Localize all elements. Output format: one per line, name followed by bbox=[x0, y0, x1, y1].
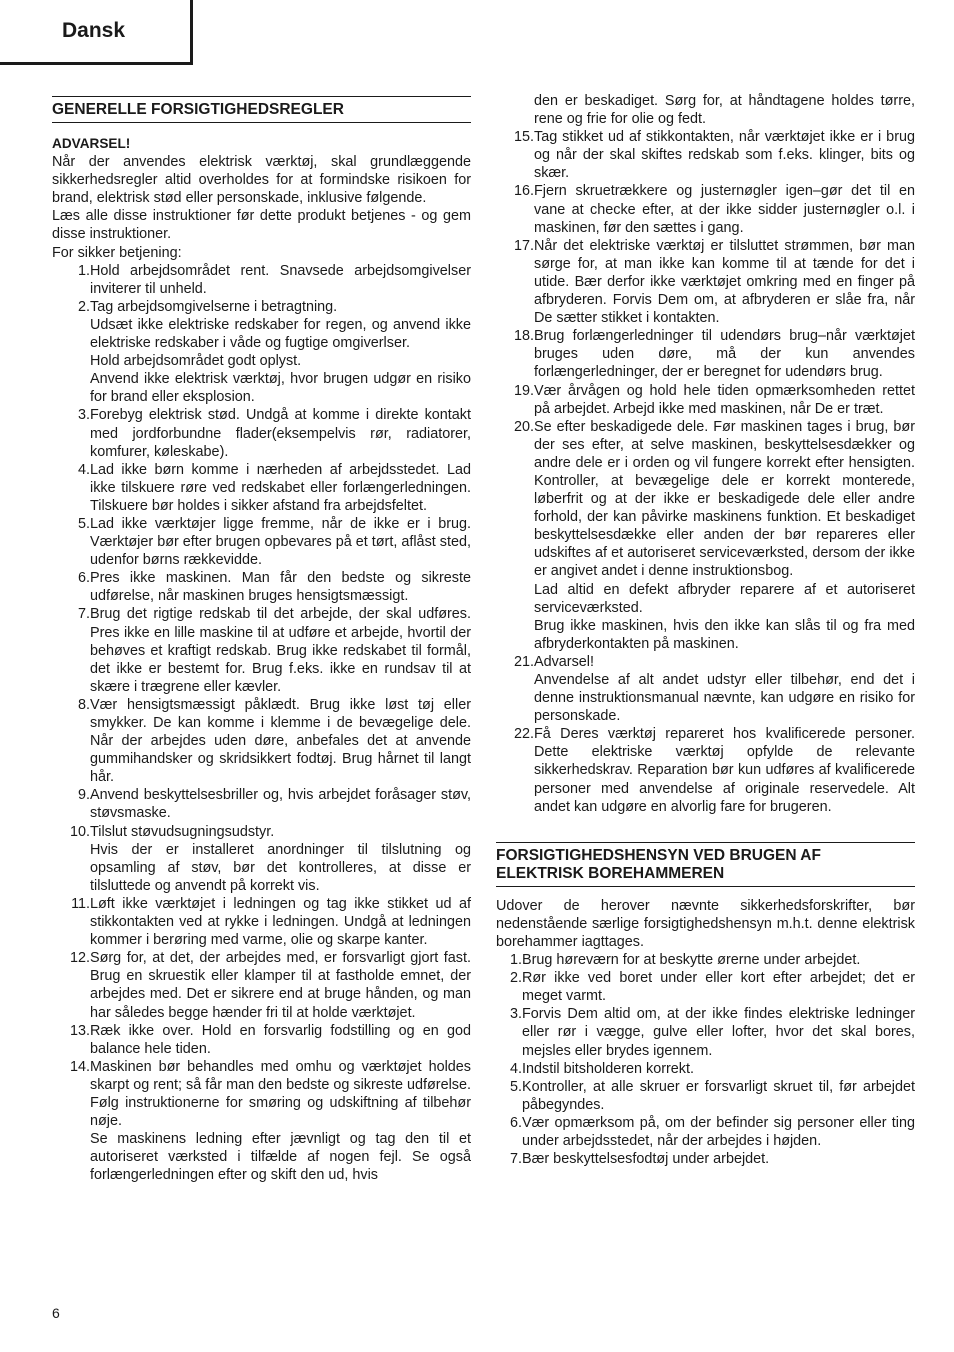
list-item bbox=[52, 823, 471, 895]
item-number: 5. bbox=[509, 1078, 522, 1095]
safety-rules-list bbox=[52, 262, 471, 1185]
item-text: Indstil bitsholderen korrekt. bbox=[522, 1060, 694, 1077]
item-number: 7. bbox=[77, 606, 90, 623]
list-item bbox=[52, 949, 471, 1021]
list-item bbox=[52, 262, 471, 298]
item-number: 3. bbox=[77, 407, 90, 424]
intro-paragraph: Læs alle disse instruktioner før dette produkt betjenes - og gem disse instruktioner. bbox=[52, 208, 471, 243]
item-text: Ræk ikke over. Hold en forsvarlig fodstilling og en god balance hele tiden. bbox=[90, 1022, 471, 1057]
page-number: 6 bbox=[52, 1305, 60, 1321]
list-item bbox=[52, 461, 471, 515]
item-text: Hold arbejdsområdet godt oplyst. bbox=[90, 353, 302, 370]
list-item bbox=[52, 515, 471, 569]
item-number: 16. bbox=[514, 183, 535, 200]
item-number: 22. bbox=[514, 726, 535, 743]
item-number: 15. bbox=[514, 129, 535, 146]
language-tab bbox=[0, 0, 193, 65]
item-text: Tag stikket ud af stikkontakten, når værktøjet ikke er i brug og når der skal skiftes redskab som f.eks. klinger, bits og skær. bbox=[534, 129, 915, 182]
item-text: Se efter beskadigede dele. Før maskinen tages i brug, bør der ses efter, at selve maskinen, beskyttelsesdækker og andre dele er i orden og vil fungere korrekt efter hensigten. Kontroller, at bevægelige dele er korrekt monterede, løberfrit og at der ikke er beskadigede dele eller andre forhold, der kan påvirke maskinens funktion. Et beskadiget beskyttelsesdække eller anden der bør repareres eller udskiftes af et autoriseret serviceværksted, dersom der ikke er angivet andet i denne instruktionsbog. bbox=[534, 418, 915, 580]
item-text: Anvendelse af alt andet udstyr eller tilbehør, end det i denne instruktionsmanual nævnte, kan udgøre en risiko for personskade. bbox=[534, 672, 915, 725]
item-text: Brug høreværn for at beskytte ørerne under arbejdet. bbox=[522, 952, 861, 969]
list-item bbox=[496, 128, 915, 182]
item-text: Rør ikke ved boret under eller kort efter arbejdet; det er meget varmt. bbox=[522, 970, 915, 1005]
list-item bbox=[496, 951, 915, 969]
item-number: 1. bbox=[509, 952, 522, 969]
list-item bbox=[496, 725, 915, 815]
item-text: Anvend ikke elektrisk værktøj, hvor brugen udgør en risiko for brand eller eksplosion. bbox=[90, 371, 471, 406]
list-item bbox=[52, 895, 471, 949]
item-text: Brug ikke maskinen, hvis den ikke kan slås til og fra med afbryderkontakten på maskinen. bbox=[534, 617, 915, 652]
right-column bbox=[496, 92, 915, 1168]
item-number: 3. bbox=[509, 1006, 522, 1023]
list-item bbox=[496, 1150, 915, 1168]
intro-paragraph: For sikker betjening: bbox=[52, 244, 182, 261]
list-item bbox=[496, 1060, 915, 1078]
item-number: 7. bbox=[509, 1151, 522, 1168]
list-item bbox=[496, 418, 915, 653]
item-number: 4. bbox=[77, 461, 90, 478]
item-number: 9. bbox=[77, 787, 90, 804]
item-text: Lad altid en defekt afbryder reparere af et autoriseret serviceværksted. bbox=[534, 581, 915, 616]
item-text: Lad ikke værktøjer ligge fremme, når de ikke er i brug. Værktøjer bør efter brugen opbevares på et tørt, aflåst sted, udenfor børns rækkevidde. bbox=[90, 515, 471, 569]
item-number: 21. bbox=[514, 653, 535, 670]
item-text: Hold arbejdsområdet rent. Snavsede arbejdsomgivelser inviterer til unheld. bbox=[90, 262, 471, 297]
item-text: Bær beskyttelsesfodtøj under arbejdet. bbox=[522, 1151, 770, 1168]
list-item bbox=[52, 786, 471, 822]
item-text: Forvis Dem altid om, at der ikke findes elektriske ledninger eller rør i vægge, gulve eller lofter, hvor det skal bores, mejsles eller brydes igennem. bbox=[522, 1006, 915, 1059]
item-text: Pres ikke maskinen. Man får den bedste og sikreste udførelse, når maskinen bruges hensigtsmæssigt. bbox=[90, 570, 471, 605]
item-text: Tag arbejdsomgivelserne i betragtning. bbox=[90, 298, 338, 315]
list-item bbox=[52, 1058, 471, 1185]
section-heading-general: GENERELLE FORSIGTIGHEDSREGLER bbox=[52, 96, 471, 123]
item-text: Løft ikke værktøjet i ledningen og tag ikke stikket ud af stikkontakten ved at rykke i ledningen. Undgå at ledningen kommer i berøring med varme, olie og skarpe kanter. bbox=[90, 895, 471, 949]
item-number: 6. bbox=[77, 570, 90, 587]
item-number: 19. bbox=[514, 382, 535, 399]
item-text: Hvis der er installeret anordninger til tilslutning og opsamling af støv, bør det kontrolleres, at disse er tilsluttede og anvendt på korrekt vis. bbox=[90, 841, 471, 894]
item-text: Anvend beskyttelsesbriller og, hvis arbejdet foråsager støv, støvsmaske. bbox=[90, 787, 471, 822]
item-number: 10. bbox=[70, 823, 91, 840]
item-number: 2. bbox=[77, 298, 90, 315]
list-item bbox=[496, 182, 915, 236]
item-number: 14. bbox=[70, 1058, 91, 1075]
item-number: 4. bbox=[509, 1060, 522, 1077]
item-text: Vær årvågen og hold hele tiden opmærksomheden rettet på arbejdet. Arbejd ikke med maskinen, når De er træt. bbox=[534, 382, 915, 417]
warning-label: ADVARSEL! bbox=[52, 136, 131, 151]
list-item bbox=[52, 298, 471, 407]
section-heading-hammer: FORSIGTIGHEDSHENSYN VED BRUGEN AF ELEKTRISK BOREHAMMEREN bbox=[496, 842, 915, 887]
list-item bbox=[496, 969, 915, 1005]
list-item bbox=[496, 237, 915, 327]
item-text: Fjern skruetrækkere og justernøgler igen–gør det til en vane at checke efter, at der ikke sidder justernøgler o.l. i maskinen, før den sættes i gang. bbox=[534, 183, 915, 236]
list-item bbox=[496, 382, 915, 418]
item-text: Sørg for, at det, der arbejdes med, er forsvarligt gjort fast. Brug en skruestik eller klamper til at fastholde emnet, der arbejdes med. Det er sikrere end at bruge hånden, og man har således begge hænder fri til at holde værktøjet. bbox=[90, 950, 471, 1021]
item-number: 6. bbox=[509, 1114, 522, 1131]
list-item bbox=[496, 1114, 915, 1150]
item-number: 11. bbox=[71, 895, 90, 912]
item-number: 12. bbox=[70, 950, 91, 967]
list-item bbox=[52, 569, 471, 605]
item-number: 1. bbox=[77, 262, 90, 279]
safety-rules-list-continued bbox=[496, 128, 915, 816]
item-text: Få Deres værktøj repareret hos kvalificerede personer. Dette elektriske værktøj opfylde de relevante sikkerhedskrav. Reparation bør kun udføres af kvalificerede personer med anvendelse af originale reservedele. Alt andet kan udgøre en alvorlig fare for brugeren. bbox=[534, 726, 915, 815]
item-number: 2. bbox=[509, 970, 522, 987]
list-item bbox=[496, 327, 915, 381]
item-text: Tilslut støvudsugningsudstyr. bbox=[90, 823, 275, 840]
item-text: Brug det rigtige redskab til det arbejde, der skal udføres. Pres ikke en lille maskine til at udføre et arbejde, hvortil der behøves et kraftigt redskab. Brug ikke redskabet til formål, det ikke er bestemt for. Brug f.eks. ikke en rundsav til at skære i trægrene eller kævler. bbox=[90, 606, 471, 695]
hammer-intro: Udover de herover nævnte sikkerhedsforskrifter, bør nedenstående særlige forsigtighedshensyn m.h.t. denne elektrisk borehammer iagttages. bbox=[496, 897, 915, 950]
left-column bbox=[52, 92, 471, 1184]
hammer-rules-list bbox=[496, 951, 915, 1168]
item-text: Brug forlængerledninger til udendørs brug–når værktøjet bruges uden døre, må der kun anvendes forlængerledninger, der er beregnet for udendørs brug. bbox=[534, 328, 915, 381]
list-item bbox=[52, 605, 471, 695]
list-item bbox=[52, 1022, 471, 1058]
item-text: Når det elektriske værktøj er tilsluttet strømmen, bør man sørge for, at man ikke kan komme til at tænde for det i utide. Bær derfor ikke værktøjet omkring med en finger på afbryderen. Forvis Dem om, at afbryderen er slåe fra, når De sætter stikket i kontakten. bbox=[534, 237, 915, 327]
item-text: Vær hensigtsmæssigt påklædt. Brug ikke løst tøj eller smykker. De kan komme i klemme i de bevægelige dele. Når der arbejdes uden døre, anbefales det at anvende gummihandsker og skridsikkert fodtøj. Brug hårnet til langt hår. bbox=[90, 696, 471, 786]
list-item bbox=[496, 1005, 915, 1059]
list-item bbox=[52, 406, 471, 460]
item-text: Se maskinens ledning efter jævnligt og tag den til et autoriseret værksted i tilfælde af nogen fejl. Se også forlængerledningen efter og skift den ud, hvis bbox=[90, 1131, 471, 1184]
list-item bbox=[496, 1078, 915, 1114]
item-text: Kontroller, at alle skruer er forsvarligt skruet til, før arbejdet påbegyndes. bbox=[522, 1078, 915, 1113]
item-number: 17. bbox=[514, 237, 535, 254]
item-number: 8. bbox=[77, 696, 90, 713]
language-label: Dansk bbox=[62, 19, 126, 42]
item-number: 18. bbox=[514, 328, 535, 345]
intro-paragraph: Når der anvendes elektrisk værktøj, skal grundlæggende sikkerhedsregler altid overholdes for at formindske risikoen for brand, elektrisk stød eller personskade, inklusive følgende. bbox=[52, 154, 471, 207]
item-number: 13. bbox=[70, 1022, 91, 1039]
item-text: Advarsel! bbox=[534, 653, 594, 670]
item-text: Forebyg elektrisk stød. Undgå at komme i direkte kontakt med jordforbundne flader(eksempelvis rør, radiatorer, komfurer, køleskabe). bbox=[90, 407, 471, 460]
list-item bbox=[496, 653, 915, 725]
item-text: Vær opmærksom på, om der befinder sig personer eller ting under arbejdsstedet, når der arbejdes i højden. bbox=[522, 1114, 915, 1149]
item-text: Lad ikke børn komme i nærheden af arbejdsstedet. Lad ikke tilskuere røre ved redskabet eller forlængerledningen. Tilskuere bør holdes i sikker afstand fra arbejdsfeltet. bbox=[90, 461, 471, 514]
item-number: 20. bbox=[514, 418, 535, 435]
item-text: Udsæt ikke elektriske redskaber for regen, og anvend ikke elektriske redskaber i våde og fugtige omgiverlser. bbox=[90, 316, 471, 352]
item-text: Maskinen bør behandles med omhu og værktøjet holdes skarpt og rent; så får man den bedste og sikreste udførelse. Følg instruktionerne for smøring og udskiftning af tilbehør nøje. bbox=[90, 1058, 471, 1130]
list-item bbox=[52, 696, 471, 786]
item-continuation: den er beskadiget. Sørg for, at håndtagene holdes tørre, rene og frie for olie og fedt. bbox=[534, 93, 915, 128]
item-number: 5. bbox=[77, 515, 90, 532]
